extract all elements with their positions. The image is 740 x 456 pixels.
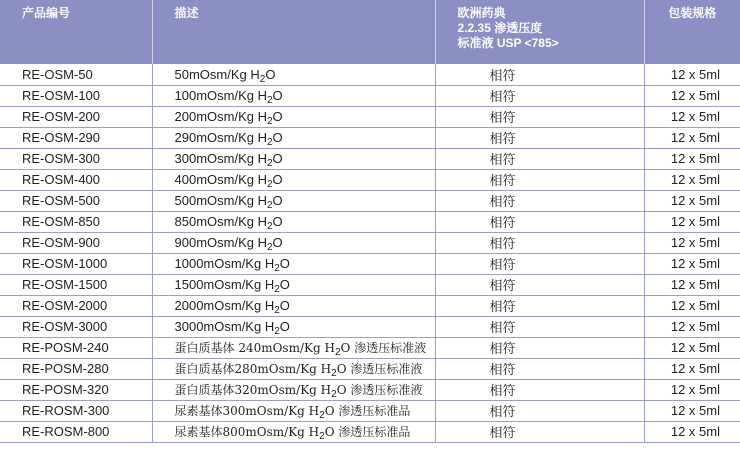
description-suffix: O xyxy=(272,130,283,145)
product-code-cell: RE-ROSM-800 xyxy=(0,421,152,442)
description-text: 3000mOsm/Kg H xyxy=(174,319,275,334)
eu-compliance-cell: 相符 xyxy=(435,274,644,295)
description-suffix: O xyxy=(272,109,283,124)
table-row xyxy=(0,85,740,106)
eu-compliance-cell: 相符 xyxy=(435,295,644,316)
description-cell xyxy=(152,316,435,337)
description-suffix: O 渗透压标准品 xyxy=(324,425,411,439)
table-header xyxy=(0,0,740,64)
packaging-cell: 12 x 5ml xyxy=(644,127,740,148)
eu-compliance-cell: 相符 xyxy=(435,253,644,274)
description-cell xyxy=(152,232,435,253)
product-code-cell: RE-OSM-1500 xyxy=(0,274,152,295)
eu-compliance-cell: 相符 xyxy=(435,169,644,190)
product-code-cell: RE-ROSM-300 xyxy=(0,400,152,421)
eu-compliance-cell: 相符 xyxy=(435,64,644,85)
table-row xyxy=(0,274,740,295)
table-row xyxy=(0,400,740,421)
table-row xyxy=(0,190,740,211)
packaging-cell: 12 x 5ml xyxy=(644,337,740,358)
description-suffix: O 渗透压标准液 xyxy=(336,362,423,376)
packaging-cell: 12 x 5ml xyxy=(644,358,740,379)
description-suffix: O xyxy=(279,298,290,313)
description-cell xyxy=(152,274,435,295)
description-text: 尿素基体800mOsm/Kg H xyxy=(174,425,320,439)
description-subscript: 2 xyxy=(274,263,280,274)
description-subscript: 2 xyxy=(274,305,280,316)
eu-compliance-cell: 相符 xyxy=(435,421,644,442)
eu-compliance-cell: 相符 xyxy=(435,211,644,232)
product-code-cell: RE-OSM-3000 xyxy=(0,316,152,337)
packaging-cell: 12 x 5ml xyxy=(644,253,740,274)
description-subscript: 2 xyxy=(266,242,273,253)
description-subscript: 2 xyxy=(266,158,273,169)
packaging-cell: 12 x 5ml xyxy=(644,316,740,337)
description-cell xyxy=(152,253,435,274)
description-suffix: O xyxy=(272,193,283,208)
table-row xyxy=(0,379,740,400)
eu-compliance-cell: 相符 xyxy=(435,316,644,337)
product-code-cell: RE-OSM-1000 xyxy=(0,253,152,274)
packaging-cell: 12 x 5ml xyxy=(644,85,740,106)
description-text: 2000mOsm/Kg H xyxy=(174,298,275,313)
description-subscript: 2 xyxy=(266,179,273,190)
product-code-cell: RE-OSM-900 xyxy=(0,232,152,253)
packaging-cell: 12 x 5ml xyxy=(644,421,740,442)
eu-compliance-cell: 相符 xyxy=(435,106,644,127)
description-subscript: 2 xyxy=(266,200,273,211)
description-subscript: 2 xyxy=(331,389,337,400)
description-cell xyxy=(152,421,435,442)
description-cell xyxy=(152,127,435,148)
packaging-cell: 12 x 5ml xyxy=(644,106,740,127)
description-cell xyxy=(152,169,435,190)
description-text: 蛋白质基体320mOsm/Kg H xyxy=(174,383,332,397)
description-text: 尿素基体300mOsm/Kg H xyxy=(174,404,320,418)
description-suffix: O xyxy=(272,151,283,166)
description-subscript: 2 xyxy=(274,326,280,337)
description-text: 300mOsm/Kg H xyxy=(174,151,267,166)
eu-compliance-cell: 相符 xyxy=(435,190,644,211)
description-suffix: O xyxy=(265,66,276,82)
description-suffix: O 渗透压标准品 xyxy=(324,404,411,418)
product-code-cell: RE-OSM-50 xyxy=(0,64,152,85)
product-code-cell: RE-POSM-320 xyxy=(0,379,152,400)
header-description: 描述 xyxy=(152,0,435,64)
table-row xyxy=(0,253,740,274)
table-row xyxy=(0,211,740,232)
description-text: 100mOsm/Kg H xyxy=(174,88,267,103)
packaging-cell: 12 x 5ml xyxy=(644,379,740,400)
table-row xyxy=(0,127,740,148)
header-eu-pharmacopoeia xyxy=(435,0,644,64)
description-text: 200mOsm/Kg H xyxy=(174,109,267,124)
description-cell xyxy=(152,64,435,85)
description-subscript: 2 xyxy=(319,410,325,421)
description-cell xyxy=(152,106,435,127)
table-body xyxy=(0,64,740,442)
description-suffix: O 渗透压标准液 xyxy=(336,383,423,397)
description-suffix: O xyxy=(272,172,283,187)
product-code-cell: RE-OSM-100 xyxy=(0,85,152,106)
description-subscript: 2 xyxy=(266,221,273,232)
description-subscript: 2 xyxy=(266,137,273,148)
description-cell xyxy=(152,400,435,421)
table-row xyxy=(0,232,740,253)
table-row xyxy=(0,421,740,442)
description-suffix: O 渗透压标准液 xyxy=(340,341,427,355)
product-code-cell: RE-OSM-200 xyxy=(0,106,152,127)
description-subscript: 2 xyxy=(259,73,266,85)
eu-compliance-cell: 相符 xyxy=(435,337,644,358)
description-text: 850mOsm/Kg H xyxy=(174,214,267,229)
header-packaging: 包装规格 xyxy=(644,0,740,64)
description-suffix: O xyxy=(272,235,283,250)
header-row xyxy=(0,0,740,64)
description-text: 400mOsm/Kg H xyxy=(174,172,267,187)
description-text: 蛋白质基体 240mOsm/Kg H xyxy=(174,341,335,355)
header-eu-line-3: 标准液 USP <785> xyxy=(457,36,559,50)
description-suffix: O xyxy=(272,88,283,103)
description-text: 1000mOsm/Kg H xyxy=(174,256,275,271)
description-subscript: 2 xyxy=(331,368,337,379)
eu-compliance-cell: 相符 xyxy=(435,379,644,400)
product-code-cell: RE-OSM-300 xyxy=(0,148,152,169)
packaging-cell: 12 x 5ml xyxy=(644,295,740,316)
table-row xyxy=(0,106,740,127)
table-row xyxy=(0,64,740,85)
header-eu-line-1: 欧洲药典 xyxy=(457,6,506,20)
description-cell xyxy=(152,190,435,211)
product-code-cell: RE-OSM-2000 xyxy=(0,295,152,316)
product-code-cell: RE-OSM-850 xyxy=(0,211,152,232)
description-text: 1500mOsm/Kg H xyxy=(174,277,275,292)
table-row xyxy=(0,295,740,316)
table-row xyxy=(0,337,740,358)
description-subscript: 2 xyxy=(266,116,273,127)
description-subscript: 2 xyxy=(319,431,325,442)
description-cell xyxy=(152,337,435,358)
product-code-cell: RE-POSM-280 xyxy=(0,358,152,379)
packaging-cell: 12 x 5ml xyxy=(644,169,740,190)
eu-compliance-cell: 相符 xyxy=(435,127,644,148)
product-code-cell: RE-OSM-500 xyxy=(0,190,152,211)
description-cell xyxy=(152,148,435,169)
description-subscript: 2 xyxy=(334,347,341,358)
description-cell xyxy=(152,85,435,106)
description-text: 290mOsm/Kg H xyxy=(174,130,267,145)
description-cell xyxy=(152,379,435,400)
packaging-cell: 12 x 5ml xyxy=(644,148,740,169)
header-product-code: 产品编号 xyxy=(0,0,152,64)
description-suffix: O xyxy=(272,214,283,229)
description-suffix: O xyxy=(279,319,290,334)
table-row xyxy=(0,358,740,379)
description-cell xyxy=(152,358,435,379)
eu-compliance-cell: 相符 xyxy=(435,148,644,169)
description-text: 900mOsm/Kg H xyxy=(174,235,267,250)
product-code-cell: RE-POSM-240 xyxy=(0,337,152,358)
description-text: 500mOsm/Kg H xyxy=(174,193,267,208)
eu-compliance-cell: 相符 xyxy=(435,358,644,379)
table-row xyxy=(0,169,740,190)
packaging-cell: 12 x 5ml xyxy=(644,211,740,232)
table-row xyxy=(0,148,740,169)
product-code-cell: RE-OSM-400 xyxy=(0,169,152,190)
description-subscript: 2 xyxy=(274,284,280,295)
packaging-cell: 12 x 5ml xyxy=(644,64,740,85)
packaging-cell: 12 x 5ml xyxy=(644,190,740,211)
description-cell xyxy=(152,295,435,316)
packaging-cell: 12 x 5ml xyxy=(644,400,740,421)
eu-compliance-cell: 相符 xyxy=(435,232,644,253)
eu-compliance-cell: 相符 xyxy=(435,400,644,421)
description-cell xyxy=(152,211,435,232)
description-text: 50mOsm/Kg H xyxy=(174,66,260,82)
packaging-cell: 12 x 5ml xyxy=(644,232,740,253)
description-suffix: O xyxy=(279,277,290,292)
eu-compliance-cell: 相符 xyxy=(435,85,644,106)
packaging-cell: 12 x 5ml xyxy=(644,274,740,295)
description-text: 蛋白质基体280mOsm/Kg H xyxy=(174,362,332,376)
header-eu-line-2: 2.2.35 渗透压度 xyxy=(457,21,543,35)
description-suffix: O xyxy=(279,256,290,271)
table-row xyxy=(0,316,740,337)
description-subscript: 2 xyxy=(266,95,273,106)
product-code-cell: RE-OSM-290 xyxy=(0,127,152,148)
